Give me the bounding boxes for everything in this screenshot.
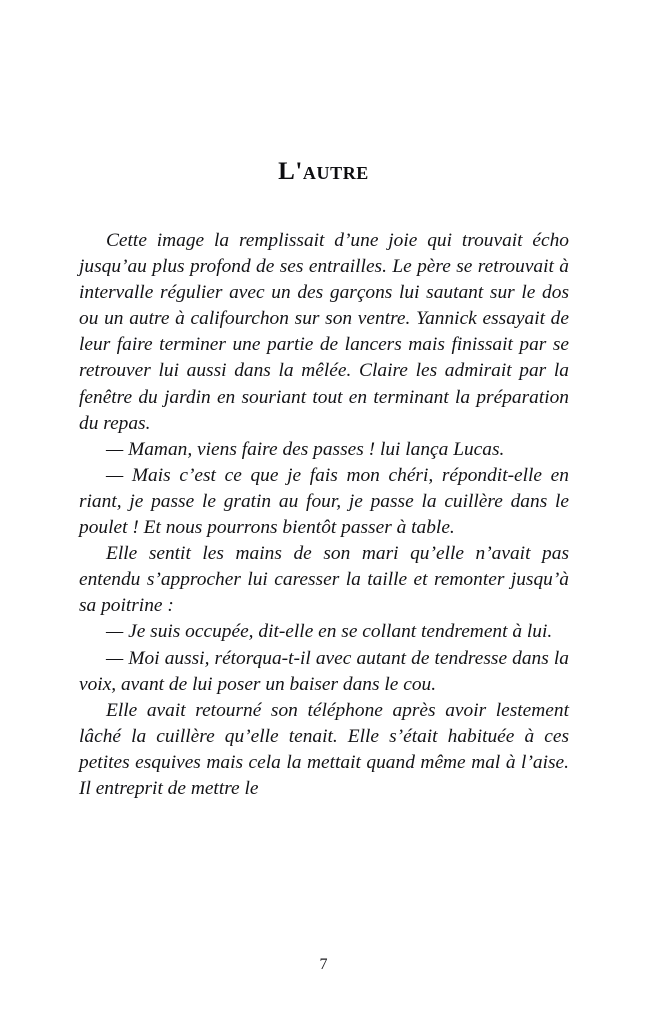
paragraph: Elle sentit les mains de son mari qu’elle n’avait pas entendu s’approcher lui caresser la taille et remonter jusqu’à sa poitrine : [79, 543, 569, 617]
page-number: 7 [319, 956, 328, 973]
paragraph: Cette image la remplissait d’une joie qui trouvait écho jusqu’au plus profond de ses entrailles. Le père se retrouvait à intervalle régulier avec un des garçons lui sautant sur le dos ou un autre à califourchon sur son ventre. Yannick essayait de leur faire terminer une partie de lancers mais finissait par se retrouver lui aussi dans la mêlée. Claire les admirait par la fenêtre du jardin en souriant tout en terminant la préparation du repas. [79, 230, 569, 434]
paragraph: — Moi aussi, rétorqua-t-il avec autant de tendresse dans la voix, avant de lui poser un baiser dans le cou. [79, 647, 569, 695]
body-text [79, 228, 569, 802]
paragraph: Elle avait retourné son téléphone après avoir lestement lâché la cuillère qu’elle tenait. Elle s’était habituée à ces petites esquives mais cela la mettait quand même mal à l’aise. Il entreprit de mettre le [79, 699, 569, 799]
paragraph: — Maman, viens faire des passes ! lui lança Lucas. [106, 438, 505, 460]
paragraph: — Je suis occupée, dit-elle en se collant tendrement à lui. [106, 621, 553, 643]
page-title: L'autre [278, 157, 369, 185]
paragraph: — Mais c’est ce que je fais mon chéri, répondit-elle en riant, je passe le gratin au four, je passe la cuillère dans le poulet ! Et nous pourrons bientôt passer à table. [79, 464, 569, 539]
